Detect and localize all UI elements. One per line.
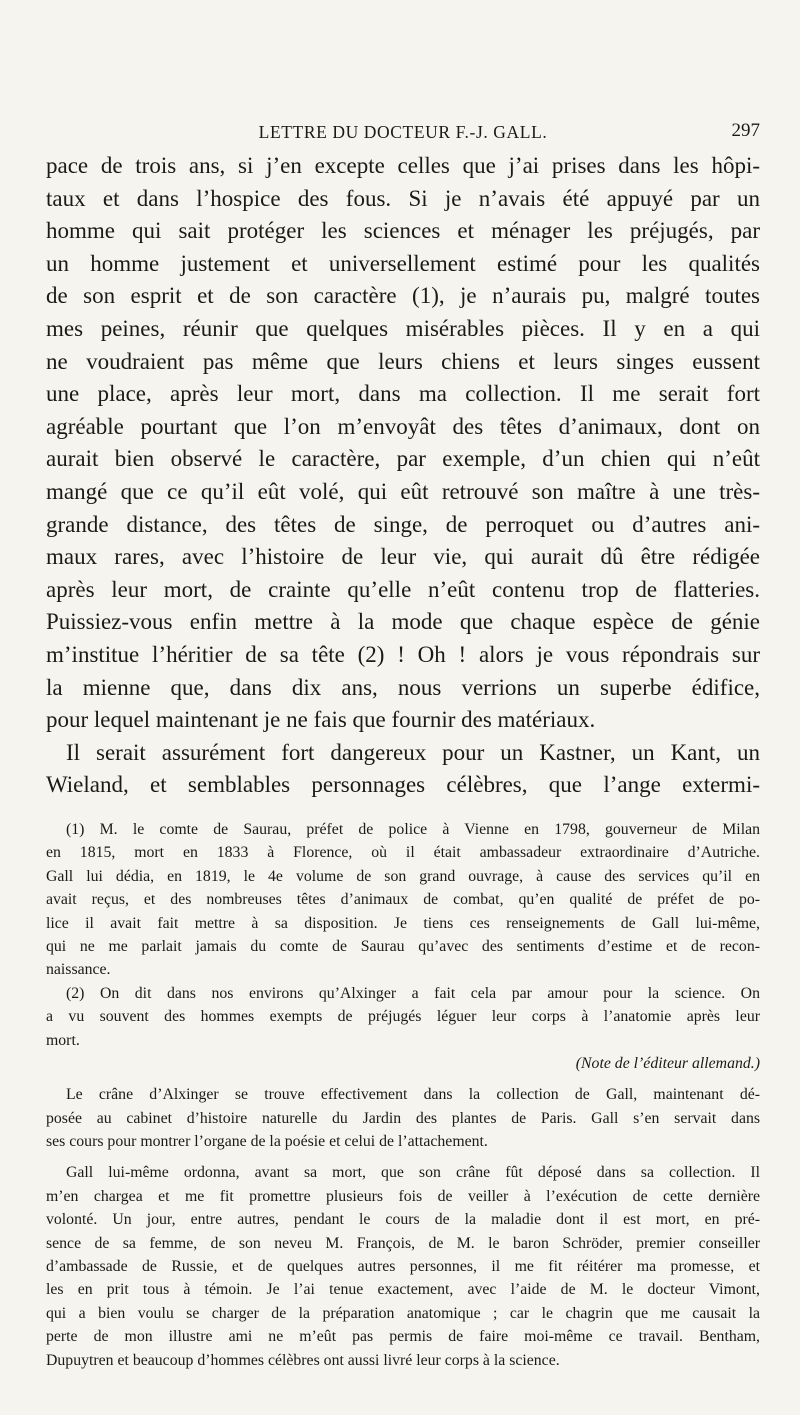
spacer (46, 1153, 760, 1161)
main-text (46, 150, 760, 802)
text-line: m’institue l’héritier de sa tête (2) ! Oh ! alors je vous répondrais sur (46, 641, 760, 667)
footnote-line: (1) M. le comte de Saurau, préfet de police à Vienne en 1798, gouverneur de Milan (66, 821, 760, 838)
text-line: de son esprit et de son caractère (1), je n’aurais pu, malgré toutes (46, 283, 760, 309)
footnote-line: Le crâne d’Alxinger se trouve effectivement dans la collection de Gall, maintenant dé- (66, 1086, 760, 1104)
footnote-line: sence de sa femme, de son neveu M. François, de M. le baron Schröder, premier conseiller (46, 1234, 760, 1252)
spacer (46, 1075, 760, 1083)
text-line: pour lequel maintenant je ne fais que fournir des matériaux. (46, 707, 596, 733)
text-line: agréable pourtant que l’on m’envoyât des têtes d’animaux, dont on (46, 413, 760, 439)
text-line: grande distance, des têtes de singe, de perroquet ou d’autres ani- (46, 511, 760, 537)
footnote-1 (46, 818, 760, 982)
footnote-line: en 1815, mort en 1833 à Florence, où il était ambassadeur extraordinaire d’Autriche. (46, 844, 760, 862)
footnote-line: a vu souvent des hommes exempts de préjugés léguer leur corps à l’anatomie après leur (46, 1008, 760, 1026)
text-line: ne voudraient pas même que leurs chiens et leurs singes eussent (46, 348, 760, 374)
text-line: un homme justement et universellement estimé pour les qualités (46, 250, 760, 276)
text-line: la mienne que, dans dix ans, nous verrions un superbe édifice, (46, 674, 760, 700)
footnote-line: Dupuytren et beaucoup d’hommes célèbres ont aussi livré leur corps à la science. (46, 1351, 560, 1369)
text-line: Wieland, et semblables personnages célèbres, que l’ange extermi- (46, 772, 760, 798)
text-line: après leur mort, de crainte qu’elle n’eût contenu trop de flatteries. (46, 576, 760, 602)
text-line: mes peines, réunir que quelques misérables pièces. Il y en a qui (46, 315, 760, 341)
footnote-line: avait reçus, et des nombreuses têtes d’animaux de combat, qu’en qualité de préfet de po- (46, 891, 760, 909)
footnote-line: perte de mon illustre ami ne m’eût pas permis de faire moi-même ce travail. Bentham, (46, 1328, 760, 1346)
footnote-paragraph-2 (46, 1161, 760, 1372)
text-line: aurait bien observé le caractère, par exemple, d’un chien qui n’eût (46, 446, 760, 472)
footnote-line: ses cours pour montrer l’organe de la poésie et celui de l’attachement. (46, 1133, 488, 1151)
text-line: homme qui sait protéger les sciences et ménager les préjugés, par (46, 218, 760, 244)
text-line: mangé que ce qu’il eût volé, qui eût retrouvé son maître à une très- (46, 478, 760, 504)
footnote-2 (46, 982, 760, 1076)
text-line: taux et dans l’hospice des fous. Si je n’avais été appuyé par un (46, 185, 760, 211)
footnote-line: les en prit tous à témoin. Je l’ai tenue exactement, avec l’aide de M. le docteur Vimont, (46, 1281, 760, 1299)
running-head: LETTRE DU DOCTEUR F.-J. GALL. (258, 122, 548, 142)
footnote-line: Gall lui-même ordonna, avant sa mort, que son crâne fût déposé dans sa collection. Il (66, 1164, 760, 1182)
footnote-line: mort. (46, 1031, 80, 1049)
text-line: Il serait assurément fort dangereux pour un Kastner, un Kant, un (66, 739, 760, 765)
footnote-paragraph-1 (46, 1083, 760, 1153)
text-line: maux rares, avec l’histoire de leur vie, qui aurait dû être rédigée (46, 544, 760, 570)
page-number: 297 (731, 120, 760, 141)
footnote-line: volonté. Un jour, entre autres, pendant le cours de la maladie dont il est mort, en pré- (46, 1211, 760, 1229)
footnote-line: (2) On dit dans nos environs qu’Alxinger a fait cela par amour pour la science. On (66, 984, 760, 1002)
footnote-line: lice il avait fait mettre à sa disposition. Je tiens ces renseignements de Gall lui-même, (46, 914, 760, 932)
text-line: une place, après leur mort, dans ma collection. Il me serait fort (46, 381, 760, 407)
editor-attribution: (Note de l’éditeur allemand.) (575, 1054, 760, 1072)
footnote-line: Gall lui dédia, en 1819, le 4e volume de son grand ouvrage, à cause des services qu’il en (46, 867, 760, 885)
page-header (46, 118, 760, 148)
footnotes (46, 818, 760, 1372)
footnote-line: naissance. (46, 961, 111, 979)
footnote-line: d’ambassade de Russie, et de quelques autres personnes, il me fit réitérer ma promesse, et (46, 1258, 760, 1276)
footnote-line: posée au cabinet d’histoire naturelle du Jardin des plantes de Paris. Gall s’en servait dans (46, 1109, 760, 1127)
footnote-line: qui ne me parlait jamais du comte de Saurau qu’avec des sentiments d’estime et de recon- (46, 937, 760, 955)
footnote-line: qui a bien voulu se charger de la préparation anatomique ; car le chagrin que me causait la (46, 1304, 760, 1322)
text-line: pace de trois ans, si j’en excepte celles que j’ai prises dans les hôpi- (46, 153, 760, 178)
text-line: Puissiez-vous enfin mettre à la mode que chaque espèce de génie (46, 609, 760, 635)
footnote-line: m’en chargea et me fit promettre plusieurs fois de veiller à l’exécution de cette dernière (46, 1187, 760, 1205)
